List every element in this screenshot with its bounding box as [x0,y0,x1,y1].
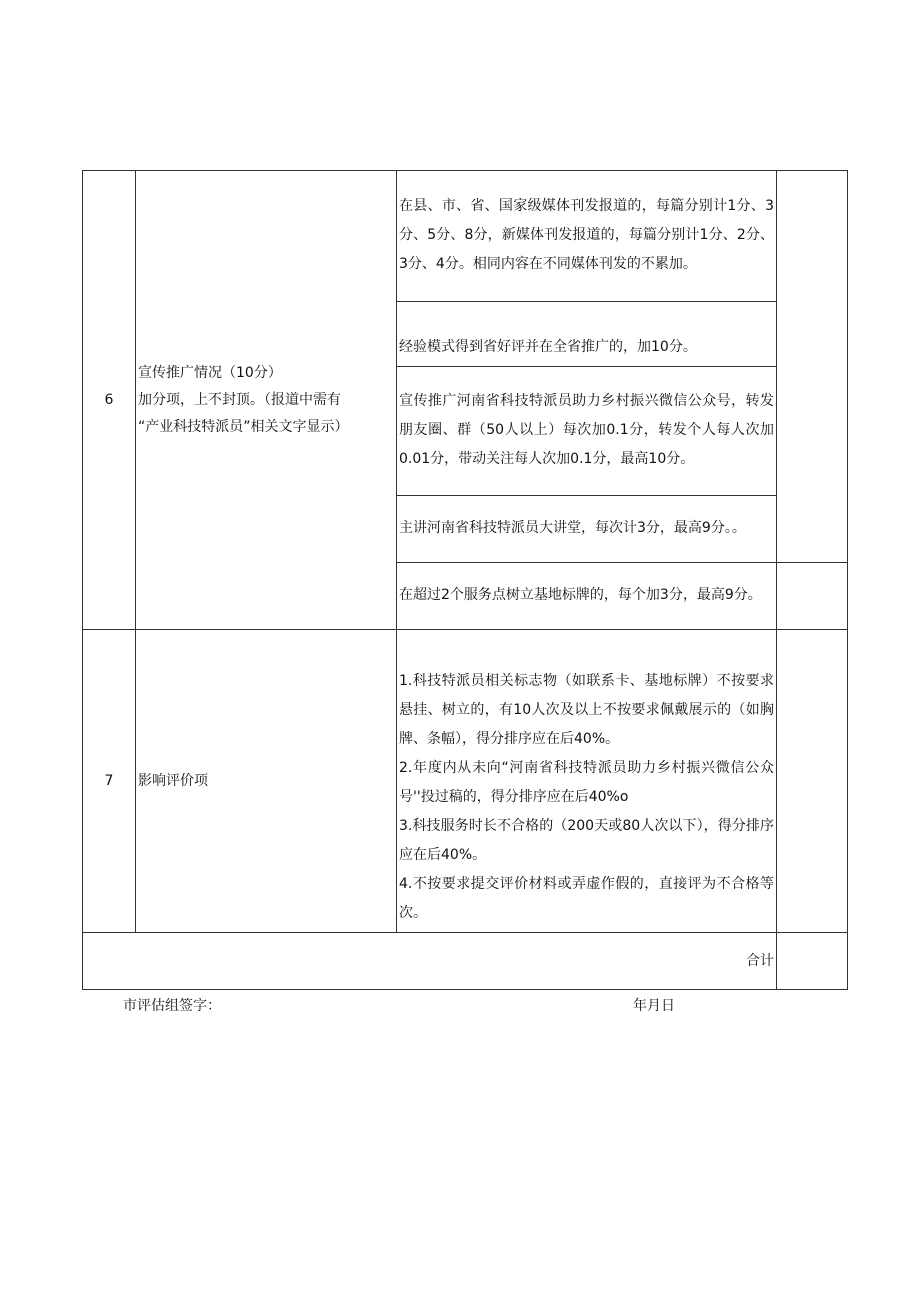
criteria-cell: 经验模式得到省好评并在全省推广的，加10分。 [397,302,777,367]
total-score-cell[interactable] [777,933,848,990]
criteria-item: 4.不按要求提交评价材料或弄虚作假的，直接评为不合格等次。 [399,876,774,921]
criteria-item: 3.科技服务时长不合格的（200天或80人次以下），得分排序应在后40%。 [399,818,774,863]
item-name-line: 加分项，上不封顶。（报道中需有 [138,391,341,408]
item-name-line: 宣传推广情况（10分） [138,364,282,381]
score-cell[interactable] [777,630,848,933]
criteria-cell: 在超过2个服务点树立基地标牌的，每个加3分，最高9分。 [397,563,777,630]
criteria-cell: 宣传推广河南省科技特派员助力乡村振兴微信公众号，转发朋友圈、群（50人以上）每次加0.1分，转发个人每人次加0.01分，带动关注每人次加0.1分，最高10分。 [397,367,777,496]
total-label: 合计 [83,933,777,990]
item-name [136,171,397,630]
date-label: 年月日 [633,998,675,1014]
criteria-item: 2.年度内从未向“河南省科技特派员助力乡村振兴微信公众号''投过稿的，得分排序应在后40%o [399,760,774,805]
evaluation-table [82,170,848,990]
score-cell[interactable] [777,563,848,630]
criteria-cell: 在县、市、省、国家级媒体刊发报道的，每篇分别计1分、3分、5分、8分，新媒体刊发报道的，每篇分别计1分、2分、3分、4分。相同内容在不同媒体刊发的不累加。 [397,171,777,302]
item-number: 7 [83,630,136,933]
signature-label: 市评估组签字： [123,998,221,1014]
table-row [83,171,848,302]
item-number: 6 [83,171,136,630]
criteria-cell: 主讲河南省科技特派员大讲堂，每次计3分，最高9分。。 [397,496,777,563]
item-name-line: “产业科技特派员”相关文字显示） [138,418,349,435]
criteria-item: 1.科技特派员相关标志物（如联系卡、基地标牌）不按要求悬挂、树立的，有10人次及以上不按要求佩戴展示的（如胸牌、条幅），得分排序应在后40%。 [399,673,774,747]
score-cell[interactable] [777,171,848,563]
criteria-cell [397,630,777,933]
table-row [83,933,848,990]
item-name: 影响评价项 [136,630,397,933]
table-row [83,630,848,933]
